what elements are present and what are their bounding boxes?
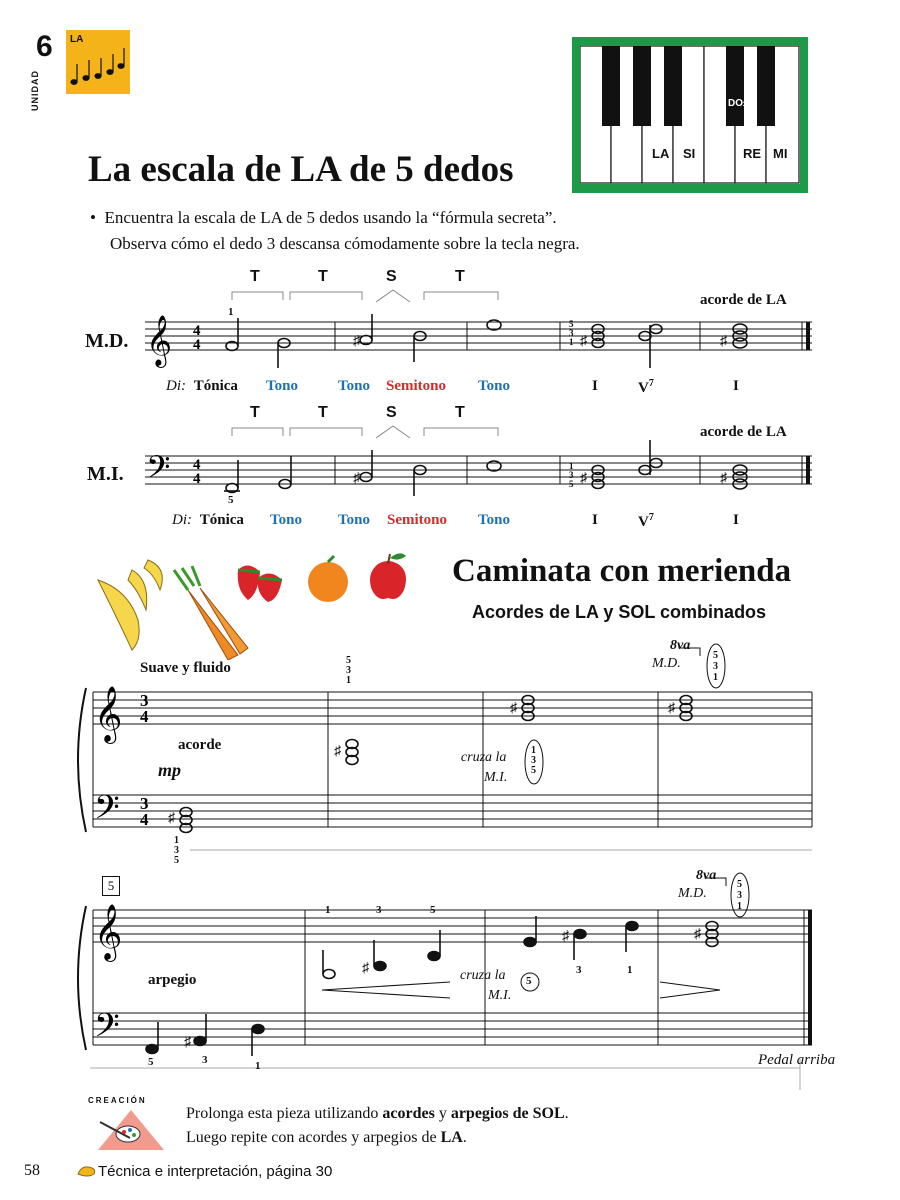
arpegio-label: arpegio xyxy=(148,972,197,988)
fingering: 5 xyxy=(228,494,234,506)
step-mark: S xyxy=(386,268,397,285)
creacion-text xyxy=(186,1102,569,1150)
key-label-si: SI xyxy=(683,146,696,161)
step-mark: T xyxy=(455,404,465,421)
svg-text:4: 4 xyxy=(193,337,201,353)
orange-icon xyxy=(308,556,348,602)
pedal-marking: Pedal arriba xyxy=(758,1052,836,1068)
fingering: 3 xyxy=(376,904,382,916)
circled-finger: 5 xyxy=(526,975,532,987)
piece-subtitle: Acordes de LA y SOL combinados xyxy=(472,602,767,622)
svg-text:♯: ♯ xyxy=(353,334,360,349)
svg-text:4: 4 xyxy=(140,810,149,829)
roman-I: I xyxy=(733,378,739,394)
fingering: 5 xyxy=(148,1056,154,1068)
fingering: 1 xyxy=(627,964,633,976)
say-tono: Tono xyxy=(266,378,298,394)
snack-illustration xyxy=(88,550,428,660)
fingering-stack-circled: 5 3 1 xyxy=(737,879,742,912)
creacion-line-1: Prolonga esta pieza utilizando acordes y arpegios de SOL. xyxy=(186,1105,569,1122)
unit-number: 6 xyxy=(36,30,53,63)
svg-text:♯: ♯ xyxy=(510,701,517,716)
fingering-stack-circled: 1 3 5 xyxy=(531,745,536,776)
say-label: Di: xyxy=(166,378,186,394)
svg-text:♯: ♯ xyxy=(168,811,175,826)
lh-scale-notes xyxy=(224,440,747,496)
bullet-icon: • xyxy=(90,208,105,227)
piece-system-2 xyxy=(90,910,812,1090)
say-semitono: Semitono xyxy=(387,512,447,528)
svg-text:♯: ♯ xyxy=(362,961,369,976)
piece-system-1 xyxy=(93,692,812,850)
svg-text:4: 4 xyxy=(193,457,201,473)
fingering: 1 xyxy=(228,306,234,318)
rh-label: M.D. xyxy=(85,330,129,352)
rh-scale-staff xyxy=(145,319,812,350)
svg-text:𝄢: 𝄢 xyxy=(94,1007,120,1052)
roman-I: I xyxy=(733,512,739,528)
svg-text:3: 3 xyxy=(140,794,149,813)
svg-text:♯: ♯ xyxy=(184,1035,191,1050)
instruction-line-1: Encuentra la escala de LA de 5 dedos usando la “fórmula secreta”. xyxy=(104,208,557,227)
svg-text:𝄞: 𝄞 xyxy=(94,906,123,959)
measure-number: 5 xyxy=(102,876,120,896)
page-number: 58 xyxy=(24,1162,40,1179)
footer-reference: Técnica e interpretación, página 30 xyxy=(98,1163,333,1180)
fingering-stack: 1 3 5 xyxy=(569,461,574,489)
roman-V7: $V^7$ xyxy=(638,378,654,396)
palette-icon xyxy=(96,1108,166,1152)
svg-text:♯: ♯ xyxy=(720,334,727,349)
cross-instruction-2: cruza la M.I. xyxy=(460,968,512,1003)
svg-text:♯: ♯ xyxy=(353,471,360,486)
acorde-label: acorde xyxy=(178,737,222,753)
lh-label: M.I. xyxy=(87,463,124,485)
step-mark: T xyxy=(318,268,328,285)
fingering: 1 xyxy=(325,904,331,916)
treble-clef-icon: 𝄞 xyxy=(146,316,173,365)
cross-instruction-1: cruza la M.I. xyxy=(460,750,508,785)
fingering: 5 xyxy=(430,904,436,916)
say-tono: Tono xyxy=(478,512,510,528)
chord-name-rh: acorde de LA xyxy=(700,292,787,308)
banana-icon xyxy=(98,560,162,650)
say-tonica: Tónica xyxy=(193,378,238,394)
say-tono: Tono xyxy=(338,378,370,394)
step-mark: T xyxy=(318,404,328,421)
apple-icon xyxy=(370,553,406,599)
svg-text:4: 4 xyxy=(140,707,149,726)
svg-text:♯: ♯ xyxy=(668,701,675,716)
svg-text:♯: ♯ xyxy=(694,927,701,942)
svg-text:♯: ♯ xyxy=(580,471,587,486)
fingering-stack: 1 3 5 xyxy=(174,835,179,866)
svg-text:♯: ♯ xyxy=(580,334,587,349)
step-mark: T xyxy=(455,268,465,285)
unit-badge-label: LA xyxy=(70,34,84,45)
instruction-line-2: Observa cómo el dedo 3 descansa cómodamente sobre la tecla negra. xyxy=(110,234,580,253)
ottava-marking: 8va xyxy=(670,638,691,653)
svg-text:4: 4 xyxy=(193,471,201,487)
say-tono: Tono xyxy=(270,512,302,528)
step-mark: T xyxy=(250,404,260,421)
svg-text:3: 3 xyxy=(140,691,149,710)
svg-text:4: 4 xyxy=(193,323,201,339)
strawberry-icon xyxy=(238,565,282,602)
say-tono: Tono xyxy=(478,378,510,394)
piece-title: Caminata con merienda xyxy=(452,553,792,589)
step-mark: S xyxy=(386,404,397,421)
svg-text:♯: ♯ xyxy=(562,929,569,944)
say-row-rh xyxy=(166,378,238,395)
ottava-marking-2: 8va xyxy=(696,868,717,883)
dynamic-mp: mp xyxy=(158,760,182,780)
fingering-stack: 5 3 1 xyxy=(569,319,574,347)
chord-name-lh: acorde de LA xyxy=(700,424,787,440)
treble-clef-icon-2: 𝄞 xyxy=(94,688,123,741)
creacion-line-2: Luego repite con acordes y arpegios de LA. xyxy=(186,1129,467,1146)
svg-text:♯: ♯ xyxy=(720,471,727,486)
bass-clef-icon-2: 𝄢 xyxy=(94,789,120,834)
rh-hand-marking-2: M.D. xyxy=(678,886,707,901)
tempo-marking: Suave y fluido xyxy=(140,660,231,676)
rh-hand-marking: M.D. xyxy=(652,656,681,671)
key-label-la: LA xyxy=(652,146,670,161)
roman-I: I xyxy=(592,512,598,528)
step-mark: T xyxy=(250,268,260,285)
creacion-label: CREACIÓN xyxy=(88,1096,147,1105)
fingering: 3 xyxy=(202,1054,208,1066)
roman-V7: $V^7$ xyxy=(638,512,654,530)
fingering-stack-circled: 5 3 1 xyxy=(713,650,718,683)
unit-label: UNIDAD xyxy=(30,70,40,111)
lh-scale-staff xyxy=(145,456,812,484)
carrot-icon xyxy=(174,566,248,660)
hand-icon xyxy=(76,1162,98,1180)
key-label-dosharp: DO♯ xyxy=(728,98,748,109)
svg-text:♯: ♯ xyxy=(334,744,341,759)
say-row-lh: Di: Tónica xyxy=(172,512,244,528)
key-label-re: RE xyxy=(743,146,762,161)
say-semitono: Semitono xyxy=(386,378,446,394)
key-label-mi: MI xyxy=(773,146,788,161)
say-tono: Tono xyxy=(338,512,370,528)
fingering: 3 xyxy=(576,964,582,976)
fingering-stack: 5 3 1 xyxy=(346,655,351,686)
fingering: 1 xyxy=(255,1060,261,1072)
page-title: La escala de LA de 5 dedos xyxy=(88,149,514,190)
bass-clef-icon: 𝄢 xyxy=(146,451,171,493)
roman-I: I xyxy=(592,378,598,394)
